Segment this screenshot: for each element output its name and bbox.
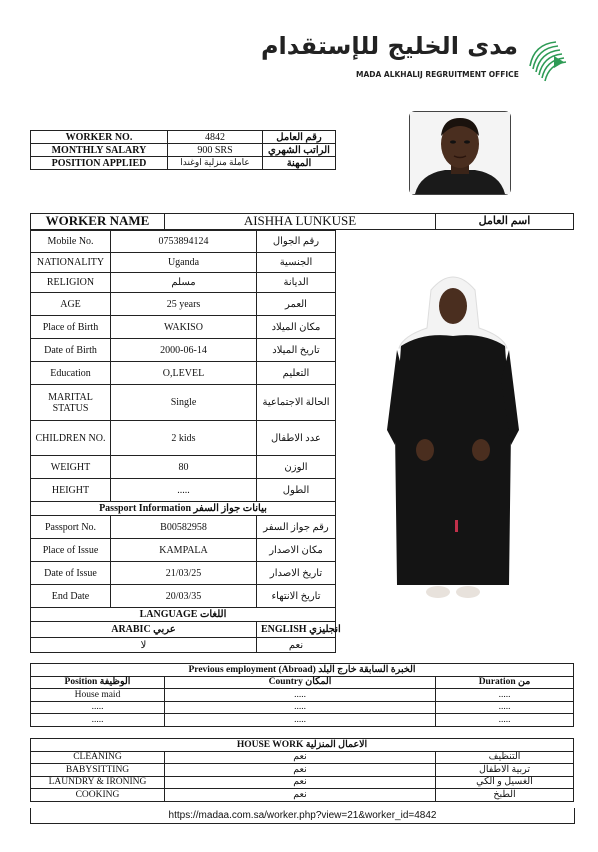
house-work-row	[31, 751, 574, 764]
detail-label: Mobile No.	[31, 231, 111, 253]
previous-employment-header-en: Previous employment (Abroad)	[188, 664, 316, 675]
worker-name-value: AISHHA LUNKUSE	[165, 214, 436, 230]
previous-employment-header	[31, 664, 574, 677]
passport-value: 21/03/25	[111, 562, 257, 585]
detail-value: 2000-06-14	[111, 339, 257, 362]
detail-row	[31, 293, 336, 316]
language-header-ar: اللغات	[199, 609, 227, 620]
detail-label-ar: الجنسية	[257, 253, 336, 273]
worker-no-row	[31, 131, 336, 144]
house-work-header-row	[31, 739, 574, 752]
table-row	[31, 714, 574, 727]
detail-label-ar: الوزن	[257, 456, 336, 479]
detail-label-ar: رقم الجوال	[257, 231, 336, 253]
company-name-arabic: مدى الخليج للإستقدام	[260, 32, 518, 60]
worker-name-label: WORKER NAME	[31, 214, 165, 230]
detail-value: Single	[111, 385, 257, 421]
passport-value: KAMPALA	[111, 539, 257, 562]
detail-value: 80	[111, 456, 257, 479]
position-cell: .....	[31, 701, 165, 714]
detail-value: WAKISO	[111, 316, 257, 339]
previous-employment-columns-row	[31, 676, 574, 689]
house-work-label: CLEANING	[31, 751, 165, 764]
detail-label-ar: تاريخ الميلاد	[257, 339, 336, 362]
duration-cell: .....	[436, 689, 574, 702]
language-header	[31, 608, 336, 622]
detail-label: NATIONALITY	[31, 253, 111, 273]
house-work-label-ar: التنظيف	[436, 751, 574, 764]
duration-cell: .....	[436, 701, 574, 714]
detail-row	[31, 339, 336, 362]
worker-no-label-ar: رقم العامل	[263, 131, 336, 144]
house-work-table	[30, 738, 574, 802]
duration-column-en: Duration	[478, 677, 516, 688]
detail-label: WEIGHT	[31, 456, 111, 479]
detail-value: مسلم	[111, 273, 257, 293]
detail-value: .....	[111, 479, 257, 502]
detail-label: Education	[31, 362, 111, 385]
language-labels-row	[31, 622, 336, 638]
detail-label-ar: مكان الميلاد	[257, 316, 336, 339]
arabic-language-value: لا	[31, 638, 257, 653]
house-work-header-ar: الاعمال المنزلية	[305, 739, 368, 750]
house-work-label: BABYSITTING	[31, 764, 165, 777]
country-column-en: Country	[268, 677, 303, 688]
detail-label: MARITAL STATUS	[31, 385, 111, 421]
house-work-row	[31, 764, 574, 777]
passport-label-ar: مكان الاصدار	[257, 539, 336, 562]
house-work-header	[31, 739, 574, 752]
worker-name-row	[31, 214, 574, 230]
english-label-en: ENGLISH	[261, 624, 307, 635]
details-table	[30, 230, 341, 653]
detail-label-ar: الطول	[257, 479, 336, 502]
house-work-row	[31, 776, 574, 789]
passport-header-en: Passport Information	[99, 503, 192, 514]
house-work-label-ar: الغسيل و الكي	[436, 776, 574, 789]
previous-employment-header-ar: الخبرة السابقة خارج البلد	[318, 664, 416, 675]
position-applied-row	[31, 157, 336, 170]
position-cell: .....	[31, 714, 165, 727]
detail-row	[31, 362, 336, 385]
position-column-en: Position	[64, 677, 98, 688]
passport-row	[31, 562, 336, 585]
detail-value: 0753894124	[111, 231, 257, 253]
detail-row	[31, 385, 336, 421]
worker-face-photo	[409, 111, 511, 195]
passport-value: B00582958	[111, 516, 257, 539]
language-values-row	[31, 638, 336, 653]
english-language-value: نعم	[257, 638, 336, 653]
passport-header	[31, 502, 336, 516]
country-cell: .....	[165, 714, 436, 727]
detail-label: Date of Birth	[31, 339, 111, 362]
country-cell: .....	[165, 701, 436, 714]
previous-employment-table	[30, 663, 574, 727]
passport-value: 20/03/35	[111, 585, 257, 608]
detail-row	[31, 316, 336, 339]
passport-header-ar: بيانات جواز السفر	[193, 503, 267, 514]
position-applied-value: عاملة منزلية اوغندا	[168, 157, 263, 170]
position-applied-label: POSITION APPLIED	[31, 157, 168, 170]
detail-label: RELIGION	[31, 273, 111, 293]
detail-label: Place of Birth	[31, 316, 111, 339]
country-column-ar: المكان	[305, 677, 332, 688]
house-work-header-en: HOUSE WORK	[236, 739, 304, 750]
passport-label-ar: تاريخ الانتهاء	[257, 585, 336, 608]
house-work-label: COOKING	[31, 789, 165, 802]
detail-row	[31, 231, 336, 253]
house-work-label-ar: تربية الاطفال	[436, 764, 574, 777]
detail-label-ar: التعليم	[257, 362, 336, 385]
table-row	[31, 689, 574, 702]
detail-label-ar: الديانة	[257, 273, 336, 293]
company-logo	[260, 32, 580, 90]
passport-label-ar: تاريخ الاصدار	[257, 562, 336, 585]
house-work-value: نعم	[165, 776, 436, 789]
detail-label-ar: عدد الاطفال	[257, 421, 336, 456]
detail-label: AGE	[31, 293, 111, 316]
monthly-salary-label: MONTHLY SALARY	[31, 144, 168, 157]
duration-cell: .....	[436, 714, 574, 727]
worker-full-body-photo	[383, 270, 523, 615]
passport-label: Passport No.	[31, 516, 111, 539]
english-language-label	[257, 622, 341, 638]
position-column-header	[31, 676, 165, 689]
detail-label: HEIGHT	[31, 479, 111, 502]
summary-table	[30, 130, 336, 170]
position-applied-label-ar: المهنة	[263, 157, 336, 170]
house-work-value: نعم	[165, 789, 436, 802]
table-row	[31, 701, 574, 714]
passport-label: End Date	[31, 585, 111, 608]
worker-no-label: WORKER NO.	[31, 131, 168, 144]
detail-value: O,LEVEL	[111, 362, 257, 385]
previous-employment-header-row	[31, 664, 574, 677]
passport-label-ar: رقم جواز السفر	[257, 516, 336, 539]
passport-row	[31, 539, 336, 562]
duration-column-header	[436, 676, 574, 689]
passport-row	[31, 516, 336, 539]
detail-row	[31, 421, 336, 456]
detail-value: 2 kids	[111, 421, 257, 456]
detail-row	[31, 273, 336, 293]
detail-row	[31, 456, 336, 479]
worker-name-table	[30, 213, 574, 230]
position-cell: House maid	[31, 689, 165, 702]
company-name-english: MADA ALKHALIJ REGRUITMENT OFFICE	[356, 70, 519, 79]
duration-column-ar: من	[518, 677, 531, 688]
house-work-row	[31, 789, 574, 802]
worker-no-value: 4842	[168, 131, 263, 144]
arabic-label-ar: عربي	[153, 624, 176, 635]
company-emblem-icon	[524, 36, 572, 84]
monthly-salary-row	[31, 144, 336, 157]
detail-row	[31, 253, 336, 273]
monthly-salary-value: 900 SRS	[168, 144, 263, 157]
detail-label-ar: العمر	[257, 293, 336, 316]
detail-row	[31, 479, 336, 502]
monthly-salary-label-ar: الراتب الشهري	[263, 144, 336, 157]
house-work-label-ar: الطبخ	[436, 789, 574, 802]
arabic-language-label	[31, 622, 257, 638]
detail-value: 25 years	[111, 293, 257, 316]
house-work-label: LAUNDRY & IRONING	[31, 776, 165, 789]
country-column-header	[165, 676, 436, 689]
country-cell: .....	[165, 689, 436, 702]
passport-label: Place of Issue	[31, 539, 111, 562]
house-work-value: نعم	[165, 751, 436, 764]
english-label-ar: انجليزي	[309, 624, 341, 635]
arabic-label-en: ARABIC	[111, 624, 151, 635]
detail-label: CHILDREN NO.	[31, 421, 111, 456]
worker-name-label-ar: اسم العامل	[436, 214, 574, 230]
language-header-en: LANGUAGE	[139, 609, 198, 620]
position-column-ar: الوظيفة	[99, 677, 131, 688]
language-header-row	[31, 608, 336, 622]
passport-header-row	[31, 502, 336, 516]
detail-label-ar: الحالة الاجتماعية	[257, 385, 336, 421]
passport-label: Date of Issue	[31, 562, 111, 585]
house-work-value: نعم	[165, 764, 436, 777]
footer-url-link[interactable]: https://madaa.com.sa/worker.php?view=21&worker_id=4842	[30, 808, 575, 824]
detail-value: Uganda	[111, 253, 257, 273]
passport-row	[31, 585, 336, 608]
